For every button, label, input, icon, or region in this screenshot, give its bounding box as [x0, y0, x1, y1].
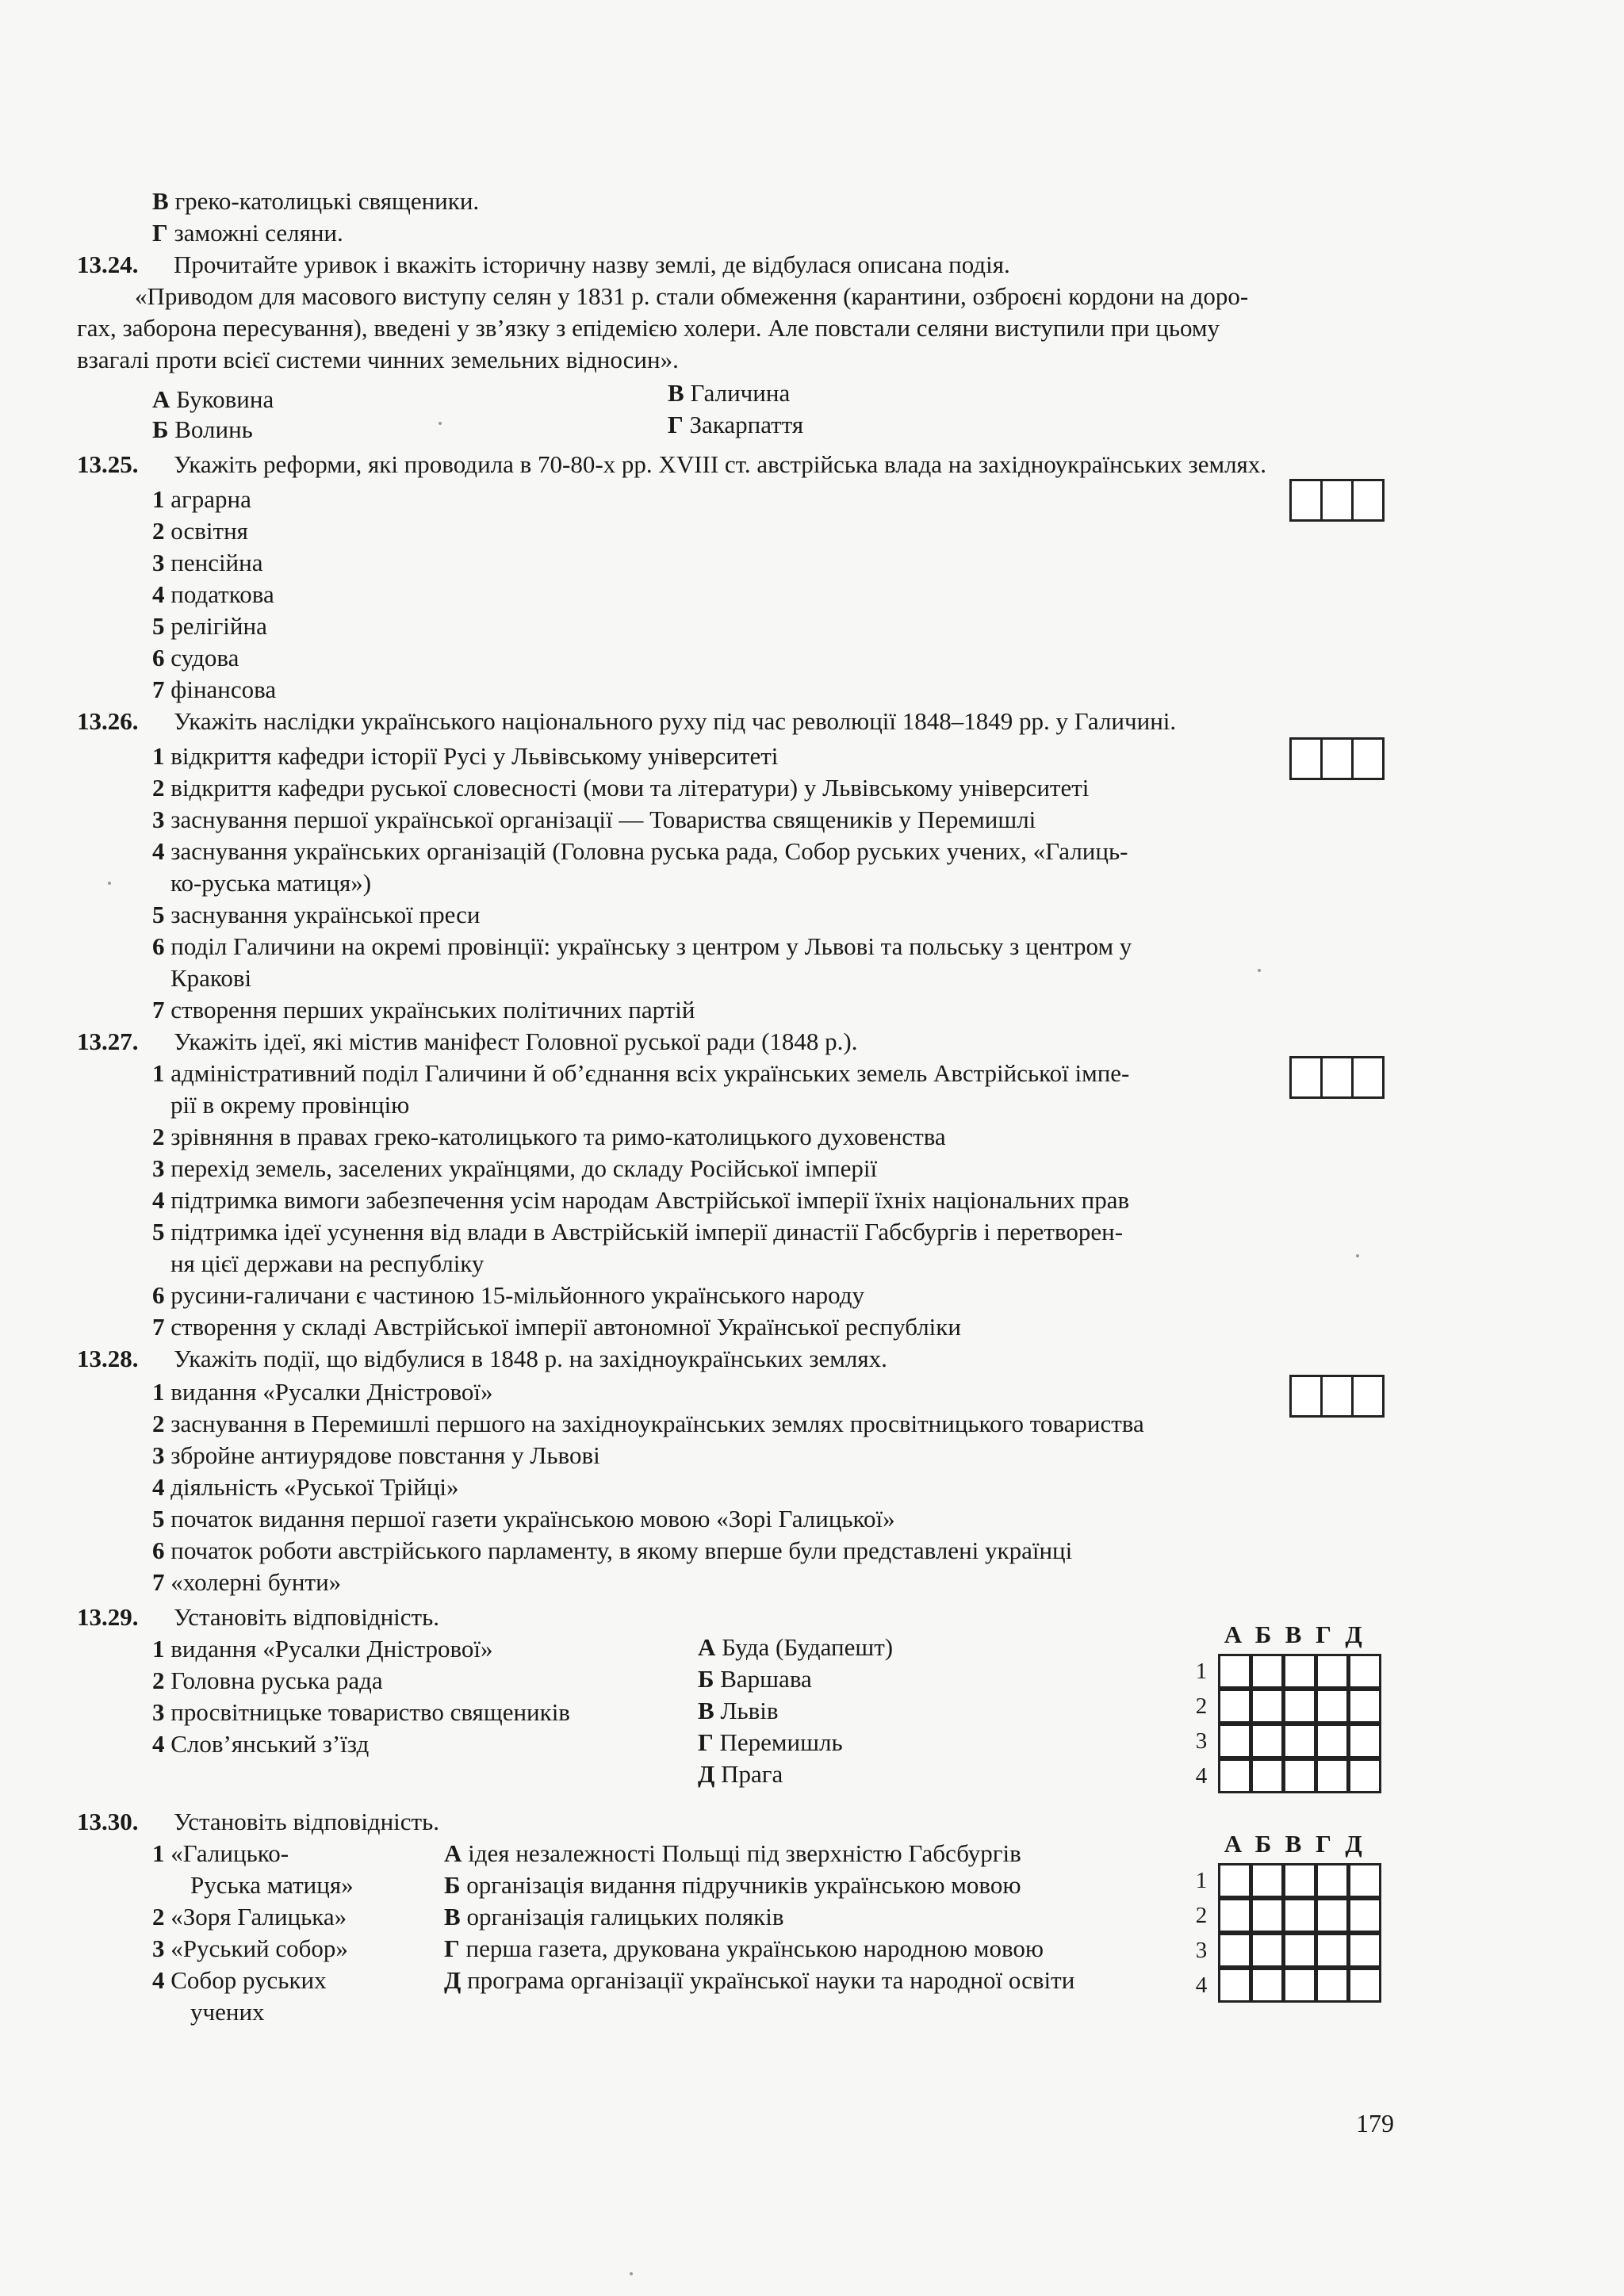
answer-boxes[interactable] — [1289, 479, 1382, 522]
page-number: 179 — [1356, 2109, 1394, 2137]
option-a: А Буковина — [152, 385, 274, 413]
grid-row: 4 — [1185, 1968, 1381, 2003]
grid-header: А Б В Г Д — [1224, 1621, 1362, 1648]
grid-cell[interactable] — [1283, 1689, 1316, 1724]
grid-row: 3 — [1185, 1724, 1381, 1758]
grid-cell[interactable] — [1348, 1758, 1381, 1793]
grid-cell[interactable] — [1348, 1933, 1381, 1968]
grid-cell[interactable] — [1283, 1968, 1316, 2003]
grid-cell[interactable] — [1218, 1968, 1251, 2003]
grid-row: 1 — [1185, 1654, 1381, 1689]
match-right-item: Г перша газета, друкована українською народною мовою — [444, 1934, 1044, 1962]
option-v: В Галичина — [668, 379, 791, 407]
grid-cell[interactable] — [1316, 1724, 1349, 1758]
list-item: 7 фінансова — [152, 675, 277, 703]
grid-cell[interactable] — [1218, 1724, 1251, 1758]
grid-cell[interactable] — [1251, 1689, 1284, 1724]
list-item: 5 підтримка ідеї усунення від влади в Австрійській імперії династії Габсбургів і перетворен- — [152, 1218, 1124, 1246]
grid-row: 1 — [1185, 1863, 1381, 1898]
list-item: 2 зрівняння в правах греко-католицького та римо-католицького духовенства — [152, 1123, 946, 1150]
match-right-item: Д програма організації української науки та народної освіти — [444, 1966, 1075, 1994]
list-item: 1 адміністративний поділ Галичини й об’єднання всіх українських земель Австрійської імпе- — [152, 1059, 1130, 1087]
quote-line: «Приводом для масового виступу селян у 1831 р. стали обмеження (карантини, озброєні кордони на доро- — [135, 282, 1249, 310]
answer-box[interactable] — [1289, 1375, 1323, 1418]
list-item: 6 русини-галичани є частиною 15-мільйонного українського народу — [152, 1281, 865, 1309]
list-item-continuation: Кракові — [170, 964, 252, 992]
match-right-item: Г Перемишль — [698, 1728, 843, 1756]
list-item: 2 відкриття кафедри руської словесності (мови та літератури) у Львівському університеті — [152, 774, 1090, 802]
question-13-28: 13.28. Укажіть події, що відбулися в 1848 р. на західноукраїнських землях. — [77, 1345, 887, 1372]
list-item: 5 заснування української преси — [152, 901, 481, 928]
match-left-item: 2 Головна руська рада — [152, 1667, 383, 1694]
list-item: 5 релігійна — [152, 612, 267, 640]
grid-cell[interactable] — [1251, 1724, 1284, 1758]
list-item: 4 підтримка вимоги забезпечення усім народам Австрійської імперії їхніх національних прав — [152, 1186, 1130, 1214]
match-left-item: 4 Слов’янський з’їзд — [152, 1730, 370, 1758]
grid-cell[interactable] — [1283, 1898, 1316, 1933]
match-right-item: Д Прага — [698, 1760, 783, 1788]
list-item: 7 «холерні бунти» — [152, 1568, 342, 1596]
match-left-item: 1 «Галицько- — [152, 1839, 289, 1867]
list-item: 4 заснування українських організацій (Головна руська рада, Собор руських учених, «Галиць- — [152, 837, 1128, 865]
grid-cell[interactable] — [1348, 1654, 1381, 1689]
question-13-29: 13.29. Установіть відповідність. — [77, 1603, 439, 1631]
scan-speck — [1258, 969, 1261, 972]
match-right-item: В організація галицьких поляків — [444, 1903, 784, 1931]
list-item-continuation: ко-руська матиця») — [170, 869, 372, 897]
grid-cell[interactable] — [1218, 1898, 1251, 1933]
grid-cell[interactable] — [1283, 1863, 1316, 1898]
grid-cell[interactable] — [1316, 1898, 1349, 1933]
list-item: 1 аграрна — [152, 485, 251, 513]
grid-row: 2 — [1185, 1898, 1381, 1933]
quote-line: гах, заборона пересування), введені у зв’язку з епідемією холери. Але повстали селяни виступили при цьому — [77, 314, 1220, 342]
list-item: 6 поділ Галичини на окремі провінції: українську з центром у Львові та польську з центром у — [152, 932, 1132, 960]
list-item: 6 початок роботи австрійського парламенту, в якому вперше були представлені українці — [152, 1536, 1073, 1564]
answer-box[interactable] — [1351, 1375, 1385, 1418]
match-right-item: Б організація видання підручників українською мовою — [444, 1871, 1021, 1899]
answer-boxes[interactable] — [1289, 1056, 1382, 1099]
grid-row: 4 — [1185, 1758, 1381, 1793]
list-item-continuation: ня цієї держави на республіку — [170, 1249, 485, 1277]
match-left-item: 4 Собор руських — [152, 1966, 327, 1994]
answer-grid — [1185, 1830, 1391, 2012]
match-left-continuation: учених — [190, 1998, 265, 2026]
list-item-continuation: рії в окрему провінцію — [170, 1091, 410, 1119]
list-item: 6 судова — [152, 644, 239, 672]
option-v: В греко-католицькі священики. — [152, 187, 480, 215]
scan-speck — [439, 422, 442, 425]
match-left-item: 2 «Зоря Галицька» — [152, 1903, 347, 1931]
grid-cell[interactable] — [1251, 1654, 1284, 1689]
list-item: 1 відкриття кафедри історії Русі у Львівському університеті — [152, 742, 779, 770]
list-item: 3 пенсійна — [152, 549, 263, 576]
option-g: Г заможні селяни. — [152, 219, 343, 247]
question-13-26: 13.26. Укажіть наслідки українського національного руху під час революції 1848–1849 рр. у Галичині. — [77, 707, 1177, 735]
option-g: Г Закарпаття — [668, 411, 804, 438]
grid-cell[interactable] — [1251, 1968, 1284, 2003]
grid-cell[interactable] — [1348, 1863, 1381, 1898]
grid-cell[interactable] — [1218, 1758, 1251, 1793]
question-13-30: 13.30. Установіть відповідність. — [77, 1808, 439, 1835]
answer-box[interactable] — [1320, 737, 1354, 780]
grid-cell[interactable] — [1251, 1898, 1284, 1933]
grid-cell[interactable] — [1348, 1724, 1381, 1758]
grid-cell[interactable] — [1251, 1758, 1284, 1793]
option-b: Б Волинь — [152, 415, 253, 443]
list-item: 7 створення перших українських політичних партій — [152, 996, 695, 1024]
match-right-item: Б Варшава — [698, 1665, 812, 1693]
answer-box[interactable] — [1289, 479, 1323, 522]
list-item: 1 видання «Русалки Дністрової» — [152, 1378, 493, 1406]
grid-cell[interactable] — [1283, 1724, 1316, 1758]
answer-boxes[interactable] — [1289, 1375, 1382, 1418]
grid-cell[interactable] — [1251, 1863, 1284, 1898]
grid-cell[interactable] — [1218, 1689, 1251, 1724]
list-item: 7 створення у складі Австрійської імперії автономної Української республіки — [152, 1313, 961, 1341]
scan-speck — [630, 2272, 633, 2275]
list-item: 3 збройне антиурядове повстання у Львові — [152, 1441, 600, 1469]
list-item: 3 перехід земель, заселених українцями, до складу Російської імперії — [152, 1154, 878, 1182]
grid-cell[interactable] — [1348, 1689, 1381, 1724]
question-13-24: 13.24. Прочитайте уривок і вкажіть історичну назву землі, де відбулася описана подія. — [77, 251, 1010, 278]
grid-cell[interactable] — [1316, 1933, 1349, 1968]
answer-box[interactable] — [1320, 1375, 1354, 1418]
answer-box[interactable] — [1351, 479, 1385, 522]
match-left-item: 1 видання «Русалки Дністрової» — [152, 1635, 493, 1663]
answer-box[interactable] — [1289, 1056, 1323, 1099]
grid-row: 2 — [1185, 1689, 1381, 1724]
list-item: 4 діяльність «Руської Трійці» — [152, 1473, 459, 1501]
answer-box[interactable] — [1320, 479, 1354, 522]
grid-cell[interactable] — [1316, 1758, 1349, 1793]
list-item: 3 заснування першої української організації — Товариства священиків у Перемишлі — [152, 806, 1036, 833]
match-right-item: А ідея незалежності Польщі під зверхністю Габсбургів — [444, 1839, 1021, 1867]
answer-box[interactable] — [1351, 737, 1385, 780]
grid-cell[interactable] — [1283, 1758, 1316, 1793]
match-left-continuation: Руська матиця» — [190, 1871, 354, 1899]
list-item: 4 податкова — [152, 580, 274, 608]
grid-cell[interactable] — [1316, 1968, 1349, 2003]
grid-cell[interactable] — [1316, 1689, 1349, 1724]
quote-line: взагалі проти всієї системи чинних земельних відносин». — [77, 346, 679, 373]
answer-grid — [1185, 1621, 1391, 1803]
question-13-25: 13.25. Укажіть реформи, які проводила в 70-80-х рр. XVIII ст. австрійська влада на західноукраїнських землях. — [77, 450, 1267, 478]
grid-cell[interactable] — [1218, 1933, 1251, 1968]
scan-speck — [108, 882, 111, 885]
question-13-27: 13.27. Укажіть ідеї, які містив маніфест Головної руської ради (1848 р.). — [77, 1027, 858, 1055]
grid-cell[interactable] — [1218, 1654, 1251, 1689]
list-item: 5 початок видання першої газети українською мовою «Зорі Галицької» — [152, 1505, 895, 1533]
grid-cell[interactable] — [1251, 1933, 1284, 1968]
answer-box[interactable] — [1320, 1056, 1354, 1099]
grid-cell[interactable] — [1218, 1863, 1251, 1898]
match-left-item: 3 «Руський собор» — [152, 1934, 348, 1962]
grid-cell[interactable] — [1283, 1933, 1316, 1968]
grid-cell[interactable] — [1283, 1654, 1316, 1689]
match-right-item: А Буда (Будапешт) — [698, 1633, 894, 1661]
grid-cell[interactable] — [1348, 1898, 1381, 1933]
list-item: 2 заснування в Перемишлі першого на західноукраїнських землях просвітницького товариства — [152, 1410, 1144, 1437]
grid-header: А Б В Г Д — [1224, 1830, 1362, 1858]
list-item: 2 освітня — [152, 517, 248, 545]
scan-speck — [1356, 1254, 1359, 1257]
answer-box[interactable] — [1289, 737, 1323, 780]
grid-cell[interactable] — [1316, 1654, 1349, 1689]
answer-box[interactable] — [1351, 1056, 1385, 1099]
grid-cell[interactable] — [1348, 1968, 1381, 2003]
answer-boxes[interactable] — [1289, 737, 1382, 780]
match-right-item: В Львів — [698, 1697, 779, 1724]
grid-cell[interactable] — [1316, 1863, 1349, 1898]
grid-row: 3 — [1185, 1933, 1381, 1968]
match-left-item: 3 просвітницьке товариство священиків — [152, 1698, 570, 1726]
